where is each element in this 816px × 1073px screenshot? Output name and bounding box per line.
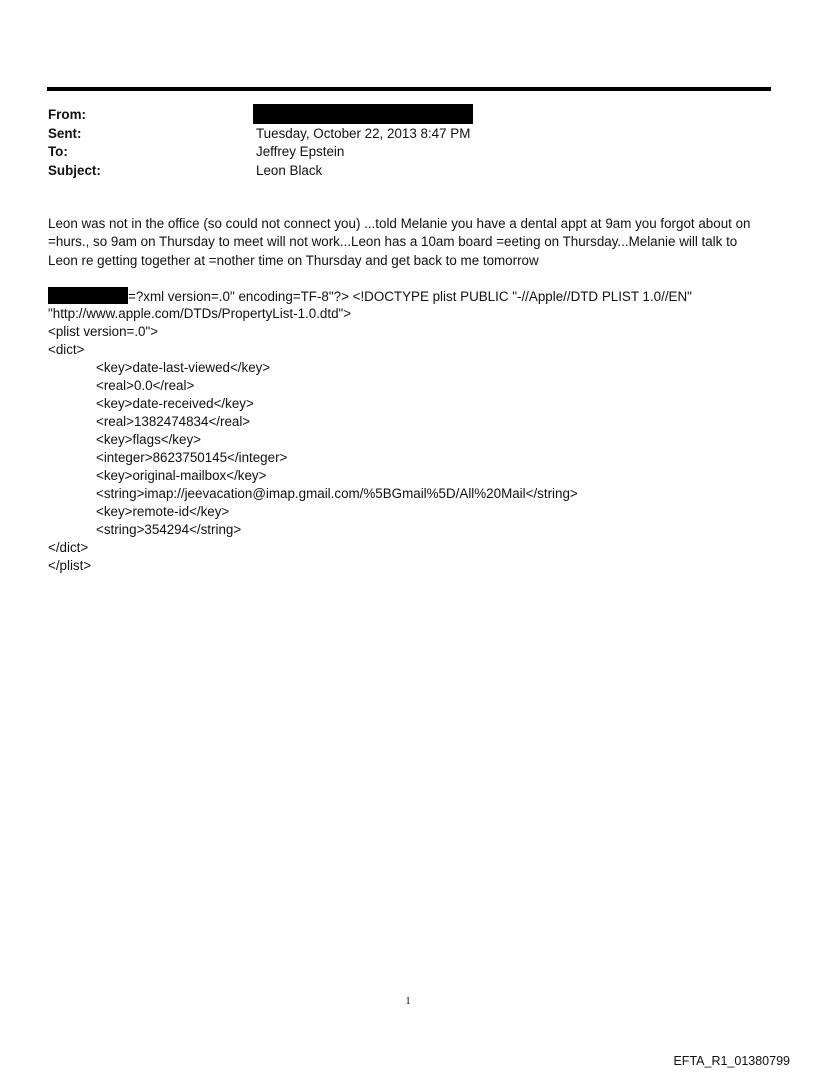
subject-row <box>48 162 470 181</box>
plist-line: <key>date-received</key> <box>96 396 254 411</box>
sent-label: Sent: <box>48 125 82 141</box>
email-body <box>48 215 778 270</box>
from-label: From: <box>48 107 86 122</box>
to-label: To: <box>48 144 68 159</box>
plist-block <box>48 287 788 575</box>
plist-line: <dict> <box>48 342 85 357</box>
plist-line: <integer>8623750145</integer> <box>96 450 288 465</box>
plist-line <box>48 287 788 305</box>
from-row <box>48 106 470 125</box>
plist-line: <string>354294</string> <box>96 522 242 537</box>
body-line: Leon was not in the office (so could not connect you) ...told Melanie you have a dental appt at 9am you forgot about on <box>48 216 751 231</box>
plist-line: <key>remote-id</key> <box>96 504 230 519</box>
to-value: Jeffrey Epstein <box>256 144 345 159</box>
body-line: Leon re getting together at =nother time on Thursday and get back to me tomorrow <box>48 252 539 268</box>
plist-line: <plist version=.0"> <box>48 324 159 339</box>
page-number: 1 <box>405 995 411 1007</box>
plist-line: <real>0.0</real> <box>96 378 195 393</box>
email-header <box>48 106 470 180</box>
subject-value: Leon Black <box>256 162 323 178</box>
body-line: =hurs., so 9am on Thursday to meet will not work...Leon has a 10am board =eeting on Thursday...Melanie will talk to <box>48 234 738 250</box>
plist-line: <key>original-mailbox</key> <box>96 468 267 483</box>
redaction-block-xml <box>48 287 128 304</box>
plist-line: <string>imap://jeevacation@imap.gmail.com/%5BGmail%5D/All%20Mail</string> <box>96 486 578 501</box>
document-id: EFTA_R1_01380799 <box>673 1054 790 1068</box>
header-divider <box>47 87 771 91</box>
plist-line: "http://www.apple.com/DTDs/PropertyList-1.0.dtd"> <box>48 306 352 321</box>
to-row <box>48 143 470 162</box>
plist-line: </plist> <box>48 558 92 573</box>
plist-line: <real>1382474834</real> <box>96 414 251 429</box>
plist-line: <key>date-last-viewed</key> <box>96 360 271 375</box>
plist-line: <key>flags</key> <box>96 432 201 447</box>
sent-row <box>48 125 470 144</box>
plist-line: </dict> <box>48 540 89 555</box>
plist-text: =?xml version=.0" encoding=TF-8"?> <!DOCTYPE plist PUBLIC "-//Apple//DTD PLIST 1.0//EN" <box>128 289 692 304</box>
sent-value: Tuesday, October 22, 2013 8:47 PM <box>256 125 471 141</box>
subject-label: Subject: <box>48 162 101 178</box>
